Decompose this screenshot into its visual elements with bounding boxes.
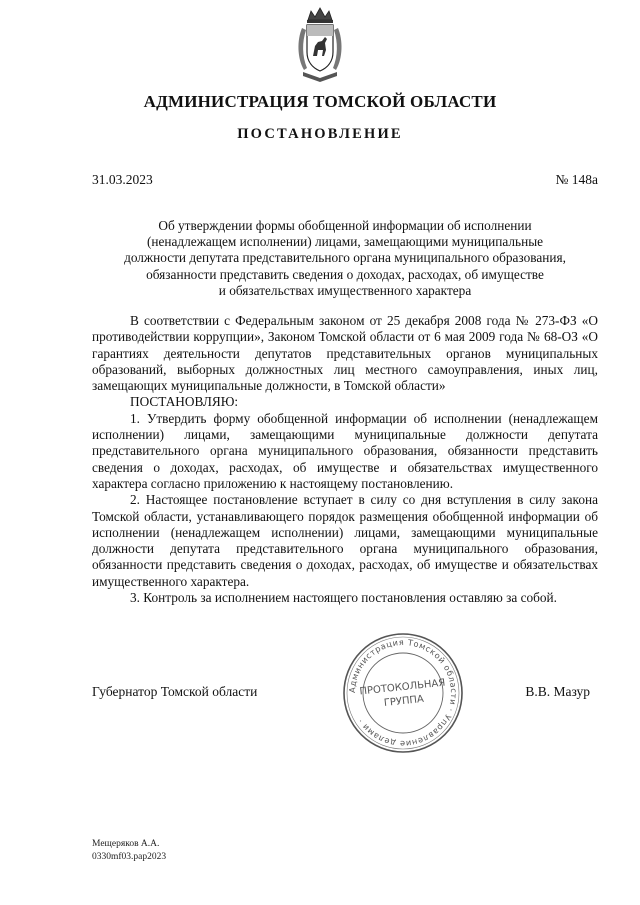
stamp-center-line2: ГРУППА: [383, 693, 425, 710]
organization-name: АДМИНИСТРАЦИЯ ТОМСКОЙ ОБЛАСТИ: [143, 92, 497, 111]
document-type: ПОСТАНОВЛЕНИЕ: [237, 126, 403, 142]
document-body: [92, 313, 598, 606]
preamble-paragraph: В соответствии с Федеральным законом от 25 декабря 2008 года № 273-ФЗ «О противодействии коррупции», Законом Томской области от 6 мая 2009 года № 68-ОЗ «О гарантиях деятельности депутатов представительных органов муниципальных образований, выборных должностных лиц местного самоуправления, иных лиц, замещающих муниципальные должности, в Томской области»: [92, 313, 598, 394]
item-paragraph: 1. Утвердить форму обобщенной информации об исполнении (ненадлежащем исполнении) лицами, замещающими муниципальные должности депутата представительного органа муниципального образования, обязанности представить сведения о доходах, расходах, об имуществе и обязательствах имущественного характера согласно приложению к настоящему постановлению.: [92, 410, 598, 491]
title-line: и обязательствах имущественного характера: [218, 282, 472, 298]
title-line: (ненадлежащем исполнении) лицами, замещающими муниципальные: [146, 234, 544, 250]
executor-name: Мещеряков А.А.: [92, 839, 160, 849]
footer-info: [92, 838, 166, 863]
document-number: № 148а: [555, 172, 598, 187]
stamp-center-line1: ПРОТОКОЛЬНАЯ: [359, 677, 446, 698]
title-line: должности депутата представительного органа муниципального образования,: [124, 250, 566, 266]
document-title: [92, 218, 598, 299]
protocol-stamp: [340, 630, 466, 756]
title-line: Об утверждении формы обобщенной информации об исполнении: [158, 218, 532, 233]
document-date: 31.03.2023: [92, 172, 153, 187]
title-line: обязанности представить сведения о доходах, расходах, об имуществе: [146, 266, 544, 282]
coat-of-arms-emblem: [294, 6, 346, 84]
signatory-position: Губернатор Томской области: [92, 684, 258, 699]
item-paragraph: 3. Контроль за исполнением настоящего постановления оставляю за собой.: [130, 590, 557, 606]
file-code: 0330mf03.pap2023: [92, 851, 167, 862]
item-paragraph: 2. Настоящее постановление вступает в силу со дня вступления в силу закона Томской области, устанавливающего порядок размещения обобщенной информации об исполнении (ненадлежащем исполнении) лицами, замещающими муниципальные должности депутата представительного органа муниципального образования, обязанности представить сведения о доходах, расходах, об имуществе и обязательствах имущественного характера.: [92, 492, 598, 589]
stamp-ring-text: Администрация Томской области · Управление делами ·: [346, 636, 460, 750]
decree-word: ПОСТАНОВЛЯЮ:: [130, 394, 239, 410]
signatory-name: В.В. Мазур: [525, 684, 590, 699]
